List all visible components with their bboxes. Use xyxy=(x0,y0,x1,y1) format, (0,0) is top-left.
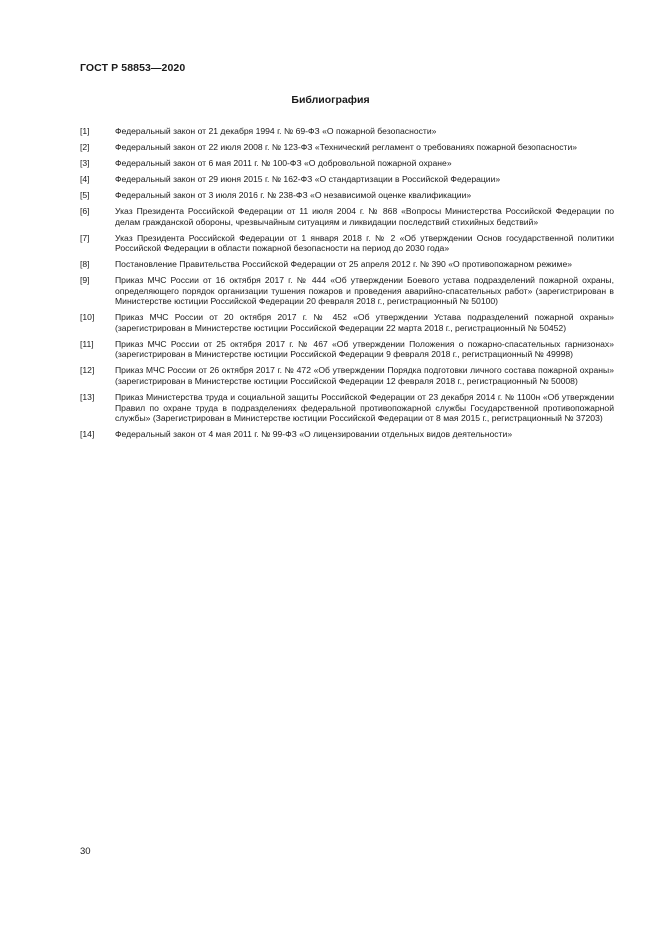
entry-text: Приказ МЧС России от 26 октября 2017 г. № 472 «Об утверждении Порядка подготовки личного состава пожарной охраны» (зарегистрирован в Министерстве юстиции Российской Федерации 12 февраля 2018 г., регистрационный № 50008) xyxy=(115,365,614,386)
entry-text: Приказ Министерства труда и социальной защиты Российской Федерации от 23 декабря 2014 г. № 1100н «Об утверждении Правил по охране труда в подразделениях федеральной противопожарной службы Государственной противопожарной службы» (Зарегистрирован в Министерстве юстиции Российской Федерации от 8 мая 2015 г., регистрационный № 37203) xyxy=(115,391,614,424)
entry-text: Указ Президента Российской Федерации от 11 июля 2004 г. № 868 «Вопросы Министерства Российской Федерации по делам гражданской обороны, чрезвычайным ситуациям и ликвидации последствий стихийных бедствий» xyxy=(115,205,614,227)
entry-text: Федеральный закон от 4 мая 2011 г. № 99-ФЗ «О лицензировании отдельных видов деятельности» xyxy=(115,429,513,440)
page-number: 30 xyxy=(80,846,91,857)
entry-text: Постановление Правительства Российской Федерации от 25 апреля 2012 г. № 390 «О противопожарном режиме» xyxy=(115,259,573,270)
entry-number: [8] xyxy=(80,259,90,270)
entry-text: Федеральный закон от 22 июля 2008 г. № 123-ФЗ «Технический регламент о требованиях пожарной безопасности» xyxy=(115,141,578,152)
bibliography-entry xyxy=(80,339,614,360)
bibliography-entry xyxy=(80,174,614,185)
entry-text: Приказ МЧС России от 20 октября 2017 г. № 452 «Об утверждении Устава подразделений пожарной охраны» (зарегистрирован в Министерстве юстиции Российской Федерации 22 марта 2018 г., регистрационный № 50452) xyxy=(115,312,614,333)
entry-text: Приказ МЧС России от 25 октября 2017 г. № 467 «Об утверждении Положения о пожарно-спасательных гарнизонах» (зарегистрирован в Министерстве юстиции Российской Федерации 9 февраля 2018 г., регистрационный № 49998) xyxy=(115,338,614,360)
bibliography-entry xyxy=(80,392,614,424)
bibliography-entry xyxy=(80,275,614,307)
entry-number: [13] xyxy=(80,391,95,402)
entry-number: [4] xyxy=(80,173,90,184)
entry-number: [3] xyxy=(80,157,90,168)
bibliography-entry xyxy=(80,126,614,137)
bibliography-entry xyxy=(80,190,614,201)
bibliography-entry xyxy=(80,158,614,169)
bibliography-entry xyxy=(80,142,614,153)
bibliography-entry xyxy=(80,259,614,270)
entry-text: Указ Президента Российской Федерации от 1 января 2018 г. № 2 «Об утверждении Основ государственной политики Российской Федерации в области пожарной безопасности на период до 2030 года» xyxy=(115,232,614,254)
entry-number: [2] xyxy=(80,141,90,152)
entry-text: Федеральный закон от 3 июля 2016 г. № 238-ФЗ «О независимой оценке квалификации» xyxy=(115,189,472,200)
entry-text: Приказ МЧС России от 16 октября 2017 г. № 444 «Об утверждении Боевого устава подразделений пожарной охраны, определяющего порядок организации тушения пожаров и проведения аварийно-спасательных работ» (зарегистрирован в Министерстве юстиции Российской Федерации 20 февраля 2018 г., регистрационный № 50100) xyxy=(115,275,614,307)
entry-text: Федеральный закон от 29 июня 2015 г. № 162-ФЗ «О стандартизации в Российской Федерации» xyxy=(115,173,501,184)
entry-text: Федеральный закон от 6 мая 2011 г. № 100-ФЗ «О добровольной пожарной охране» xyxy=(115,157,452,168)
entry-number: [14] xyxy=(80,429,95,440)
bibliography-entry xyxy=(80,206,614,227)
entry-number: [5] xyxy=(80,189,90,200)
entry-number: [9] xyxy=(80,275,90,286)
entry-number: [10] xyxy=(80,312,95,323)
entry-number: [6] xyxy=(80,205,90,216)
document-header: ГОСТ Р 58853—2020 xyxy=(80,62,186,74)
entry-text: Федеральный закон от 21 декабря 1994 г. № 69-ФЗ «О пожарной безопасности» xyxy=(115,126,437,136)
section-title: Библиография xyxy=(291,94,370,106)
entry-number: [12] xyxy=(80,365,95,376)
entry-number: [7] xyxy=(80,232,90,243)
bibliography-entry xyxy=(80,312,614,333)
bibliography-entry xyxy=(80,233,614,254)
entry-number: [11] xyxy=(80,338,94,349)
bibliography-entry xyxy=(80,365,614,386)
bibliography-list xyxy=(80,126,614,445)
bibliography-entry xyxy=(80,429,614,440)
entry-number: [1] xyxy=(80,126,90,136)
